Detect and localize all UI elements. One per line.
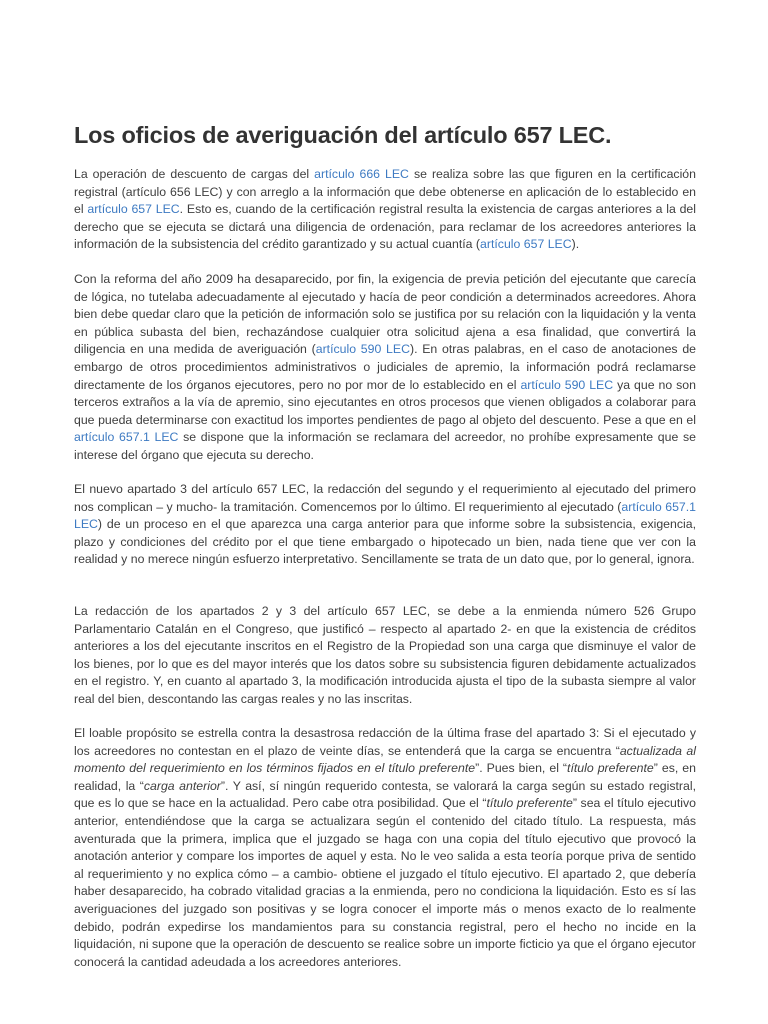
paragraph-text: ”. Y así, sí ningún requerido contesta, se valorará la carga según su estado registral, que es lo que se hace en la actualidad. Pero cabe otra posibilidad. Que el “	[74, 778, 696, 811]
paragraph-text: ya que no son terceros extraños a la vía de apremio, sino ejecutantes en otros procesos que vienen obligados a colaborar para que pueda determinarse con exactitud los importes pendientes de pago al objeto del descuento. Pese a que en el	[74, 377, 696, 427]
paragraph-text: ) de un proceso en el que aparezca una carga anterior para que informe sobre la subsistencia, exigencia, plazo y condiciones del crédito por el que tiene embargado o hipotecado un bien, nada tiene que ver con la realidad y no merece ningún esfuerzo interpretativo. Sencillamente se trata de un dato que, por lo general, ignora.	[74, 517, 696, 567]
paragraph-text: ” sea el título ejecutivo anterior, entendiéndose que la carga se actualizara según el contenido del citado título. La respuesta, más aventurada que la primera, implica que el juzgado se haga con una copia del título ejecutivo que provocó la anotación anterior y compare los importes de aquel y esta. No le veo salida a esta teoría porque priva de sentido al requerimiento y no explica cómo – a cambio- obtiene el juzgado el título ejecutivo. El apartado 2, que debería haber desaparecido, ha cobrado vitalidad gracias a la enmienda, pero no condiciona la liquidación. Esto es sí las averiguaciones del juzgado son positivas y se logra conocer el importe más o menos exacto de lo realmente debido, podrán expedirse los mandamientos para su constancia registral, pero el hecho no incide en la liquidación, ni supone que la operación de descuento se realice sobre un importe ficticio ya que el órgano ejecutor conocerá la cantidad adeudada a los acreedores anteriores.	[74, 796, 696, 969]
paragraph-text: ” es, en realidad, la “	[74, 761, 696, 793]
emphasized-text: título preferente	[486, 796, 573, 811]
article-paragraph	[74, 725, 696, 971]
paragraph-text: El nuevo apartado 3 del artículo 657 LEC, la redacción del segundo y el requerimiento al ejecutado del primero nos complican – y mucho- la tramitación. Comencemos por lo último. El requerimiento al ejecutado (	[74, 482, 696, 514]
article-reference-link[interactable]: artículo 657.1 LEC	[74, 430, 179, 445]
article-paragraph	[74, 603, 696, 709]
paragraph-text: . Esto es, cuando de la certificación registral resulta la existencia de cargas anteriores a la del derecho que se ejecuta se dictará una diligencia de ordenación, para reclamar de los acreedores anteriores la información de la subsistencia del crédito garantizado y su actual cuantía (	[74, 202, 696, 252]
paragraph-text: La redacción de los apartados 2 y 3 del artículo 657 LEC, se debe a la enmienda número 526 Grupo Parlamentario Catalán en el Congreso, que justificó – respecto al apartado 2- en que la existencia de créditos anteriores a los del ejecutante inscritos en el Registro de la Propiedad son una carga que disminuye el valor de los bienes, por lo que es del mayor interés que los datos sobre su subsistencia figuren debidamente actualizados en el registro. Y, en cuanto al apartado 3, la modificación introducida ajusta el tipo de la subasta siempre al valor real del bien, descontando las cargas reales y no las inscritas.	[74, 604, 696, 706]
paragraph-text: se realiza sobre las que figuren en la certificación registral (artículo 656 LEC) y con arreglo a la información que debe obtenerse en aplicación de lo establecido en el	[74, 167, 696, 217]
paragraph-text: Con la reforma del año 2009 ha desaparecido, por fin, la exigencia de previa petición del ejecutante que carecía de lógica, no tutelaba adecuadamente al ejecutado y hacía de peor condición a determinados acreedores. Ahora bien debe quedar claro que la petición de información solo se justifica por su relación con la liquidación y la venta en pública subasta del bien, rechazándose cualquier otra solicitud ajena a esa finalidad, que convertirá la diligencia en una medida de averiguación (	[74, 272, 696, 357]
article-paragraph	[74, 271, 696, 465]
article-paragraph	[74, 166, 696, 254]
paragraph-text: se dispone que la información se reclamara del acreedor, no prohíbe expresamente que se interese del órgano que ejecuta su derecho.	[74, 430, 696, 462]
article-paragraph	[74, 481, 696, 569]
emphasized-text: título preferente	[567, 761, 654, 776]
paragraph-text: ). En otras palabras, en el caso de anotaciones de embargo de otros procedimientos administrativos o judiciales de apremio, la información podrá reclamarse directamente de los órganos ejecutores, pero no por mor de lo establecido en el	[74, 342, 696, 392]
paragraph-text: ”. Pues bien, el “	[475, 761, 568, 776]
article-reference-link[interactable]: artículo 666 LEC	[314, 167, 409, 181]
paragraph-text: ).	[571, 237, 580, 252]
article-reference-link[interactable]: artículo 590 LEC	[520, 377, 614, 392]
article-reference-link[interactable]: artículo 657 LEC	[87, 202, 180, 217]
emphasized-text: carga anterior	[143, 778, 221, 793]
emphasized-text: actualizada al momento del requerimiento en los términos fijados en el título preferente	[74, 743, 696, 776]
article-reference-link[interactable]: artículo 590 LEC	[315, 342, 410, 357]
article-reference-link[interactable]: artículo 657 LEC	[480, 237, 572, 252]
article-title: Los oficios de averiguación del artículo 657 LEC.	[74, 122, 612, 148]
paragraph-text: El loable propósito se estrella contra la desastrosa redacción de la última frase del apartado 3: Si el ejecutado y los acreedores no contestan en el plazo de veinte días, se entenderá que la carga se encuentra “	[74, 726, 696, 758]
paragraph-text: La operación de descuento de cargas del	[74, 167, 315, 181]
article-reference-link[interactable]: artículo 657.1 LEC	[74, 499, 697, 532]
